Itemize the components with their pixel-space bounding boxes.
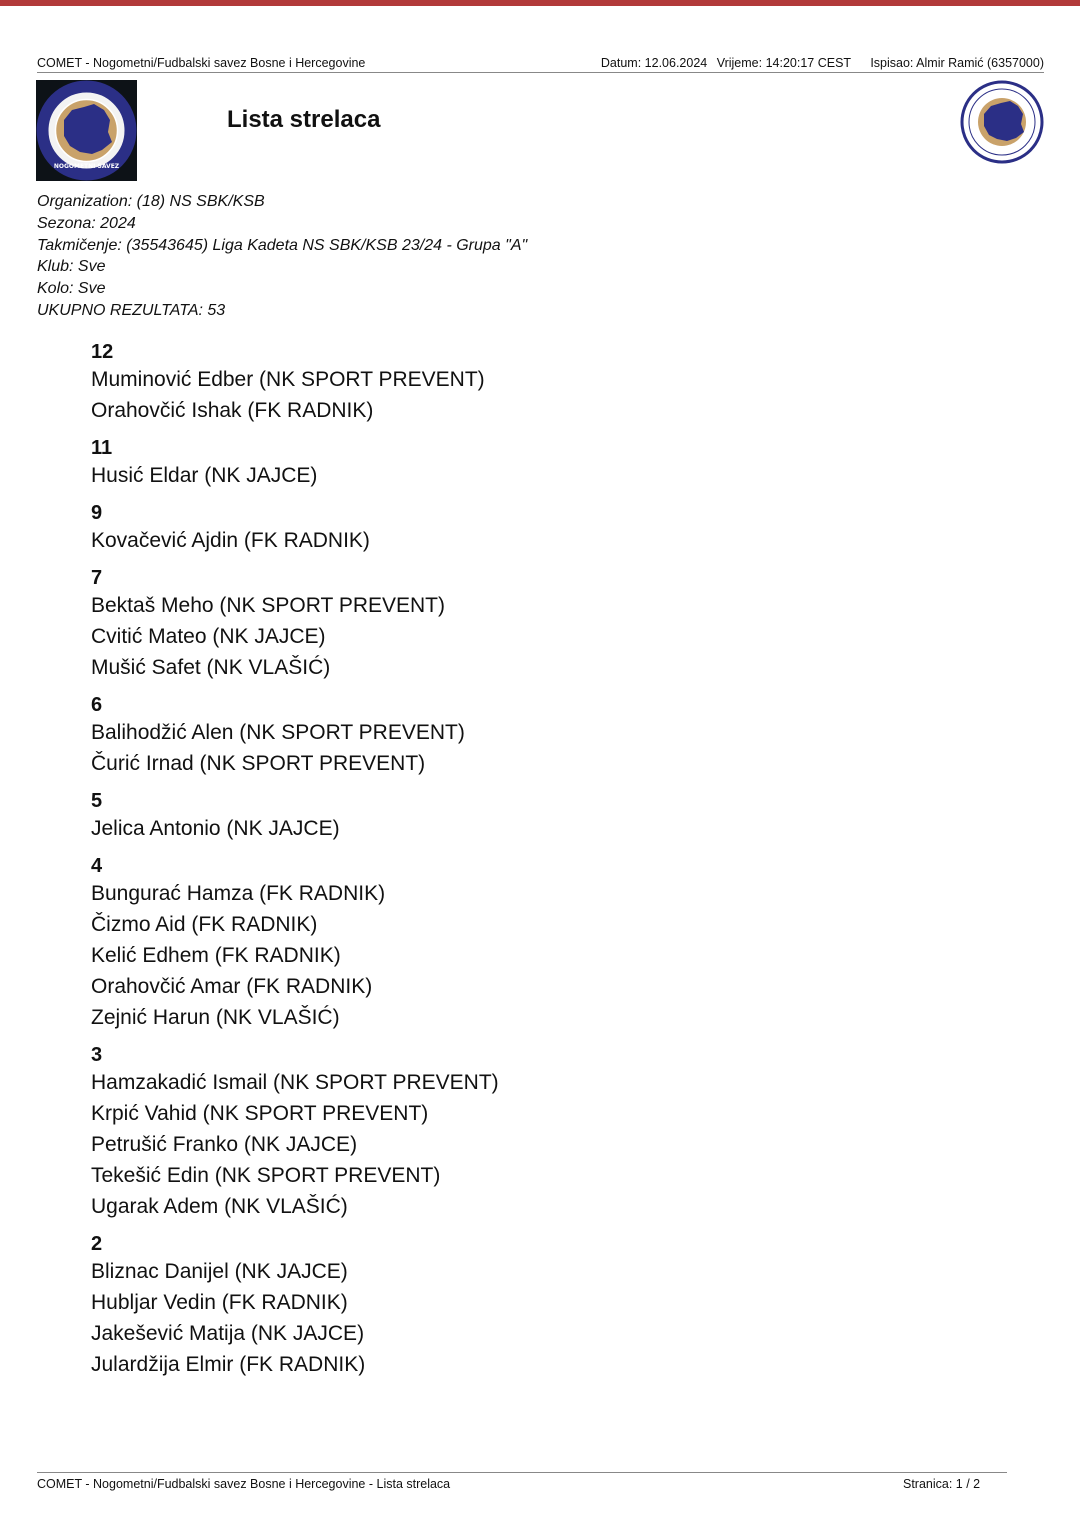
scorer-group	[91, 340, 499, 426]
page-number: Stranica: 1 / 2	[903, 1477, 981, 1491]
scorer-group	[91, 1043, 499, 1222]
meta-total-results: UKUPNO REZULTATA: 53	[37, 301, 226, 319]
scorer-group	[91, 1232, 499, 1380]
meta-season: Sezona: 2024	[37, 214, 136, 232]
goal-count-heading: 7	[91, 567, 103, 589]
scorer-row: Tekešić Edin (NK SPORT PREVENT)	[91, 1164, 441, 1187]
scorer-row: Petrušić Franko (NK JAJCE)	[91, 1133, 358, 1156]
header-divider	[37, 72, 1044, 73]
scorer-row: Bungurać Hamza (FK RADNIK)	[91, 882, 386, 905]
scorer-row: Hubljar Vedin (FK RADNIK)	[91, 1291, 348, 1314]
header-organization: COMET - Nogometni/Fudbalski savez Bosne i Hercegovine	[37, 56, 366, 70]
footer-divider	[37, 1472, 1007, 1473]
goal-count-heading: 5	[91, 790, 103, 812]
goal-count-heading: 2	[91, 1233, 103, 1255]
header-time: Vrijeme: 14:20:17 CEST	[716, 56, 851, 70]
goal-count-heading: 9	[91, 502, 103, 524]
scorer-row: Kelić Edhem (FK RADNIK)	[91, 944, 341, 967]
scorer-row: Bektaš Meho (NK SPORT PREVENT)	[91, 594, 445, 617]
scorer-row: Kovačević Ajdin (FK RADNIK)	[91, 529, 370, 552]
scorer-row: Hamzakadić Ismail (NK SPORT PREVENT)	[91, 1071, 499, 1094]
goal-count-heading: 3	[91, 1044, 103, 1066]
meta-organization: Organization: (18) NS SBK/KSB	[37, 193, 265, 210]
federation-logo-icon	[36, 80, 137, 181]
footer-title: COMET - Nogometni/Fudbalski savez Bosne i Hercegovine - Lista strelaca	[37, 1477, 451, 1491]
report-parameters	[37, 191, 527, 322]
scorer-row: Muminović Edber (NK SPORT PREVENT)	[91, 368, 485, 391]
scorer-row: Čurić Irnad (NK SPORT PREVENT)	[91, 752, 426, 775]
goal-count-heading: 4	[91, 855, 103, 877]
goal-count-heading: 11	[91, 437, 113, 459]
svg-text:NOGOMETNI SAVEZ: NOGOMETNI SAVEZ	[53, 163, 120, 170]
scorers-list	[91, 340, 499, 1380]
federation-seal-icon	[960, 80, 1044, 164]
scorer-row: Balihodžić Alen (NK SPORT PREVENT)	[91, 721, 465, 744]
scorer-row: Čizmo Aid (FK RADNIK)	[91, 913, 318, 936]
scorer-row: Mušić Safet (NK VLAŠIĆ)	[91, 656, 331, 679]
scorer-row: Zejnić Harun (NK VLAŠIĆ)	[91, 1006, 340, 1029]
scorer-group	[91, 693, 499, 779]
scorer-row: Bliznac Danijel (NK JAJCE)	[91, 1260, 348, 1283]
scorer-row: Cvitić Mateo (NK JAJCE)	[91, 625, 326, 648]
header-print-info	[595, 56, 1044, 70]
scorer-row: Krpić Vahid (NK SPORT PREVENT)	[91, 1102, 429, 1125]
document-title: Lista strelaca	[227, 106, 381, 133]
scorer-row: Orahovčić Ishak (FK RADNIK)	[91, 399, 374, 422]
scorer-row: Ugarak Adem (NK VLAŠIĆ)	[91, 1195, 348, 1218]
meta-competition: Takmičenje: (35543645) Liga Kadeta NS SBK/KSB 23/24 - Grupa "A"	[37, 236, 528, 254]
scorer-group	[91, 436, 499, 491]
header-date: Datum: 12.06.2024	[600, 56, 708, 70]
scorer-group	[91, 566, 499, 683]
scorer-group	[91, 501, 499, 556]
meta-round: Kolo: Sve	[37, 280, 106, 298]
scorer-row: Husić Eldar (NK JAJCE)	[91, 464, 318, 487]
scorer-row: Orahovčić Amar (FK RADNIK)	[91, 975, 373, 998]
top-accent-bar	[0, 0, 1080, 6]
header-printed-by: Ispisao: Almir Ramić (6357000)	[870, 56, 1044, 70]
scorer-row: Jakešević Matija (NK JAJCE)	[91, 1322, 365, 1345]
scorer-row: Jelica Antonio (NK JAJCE)	[91, 817, 340, 840]
scorer-group	[91, 789, 499, 844]
scorer-group	[91, 854, 499, 1033]
meta-club: Klub: Sve	[37, 258, 106, 276]
goal-count-heading: 12	[91, 341, 114, 363]
scorer-row: Julardžija Elmir (FK RADNIK)	[91, 1353, 366, 1376]
goal-count-heading: 6	[91, 694, 103, 716]
